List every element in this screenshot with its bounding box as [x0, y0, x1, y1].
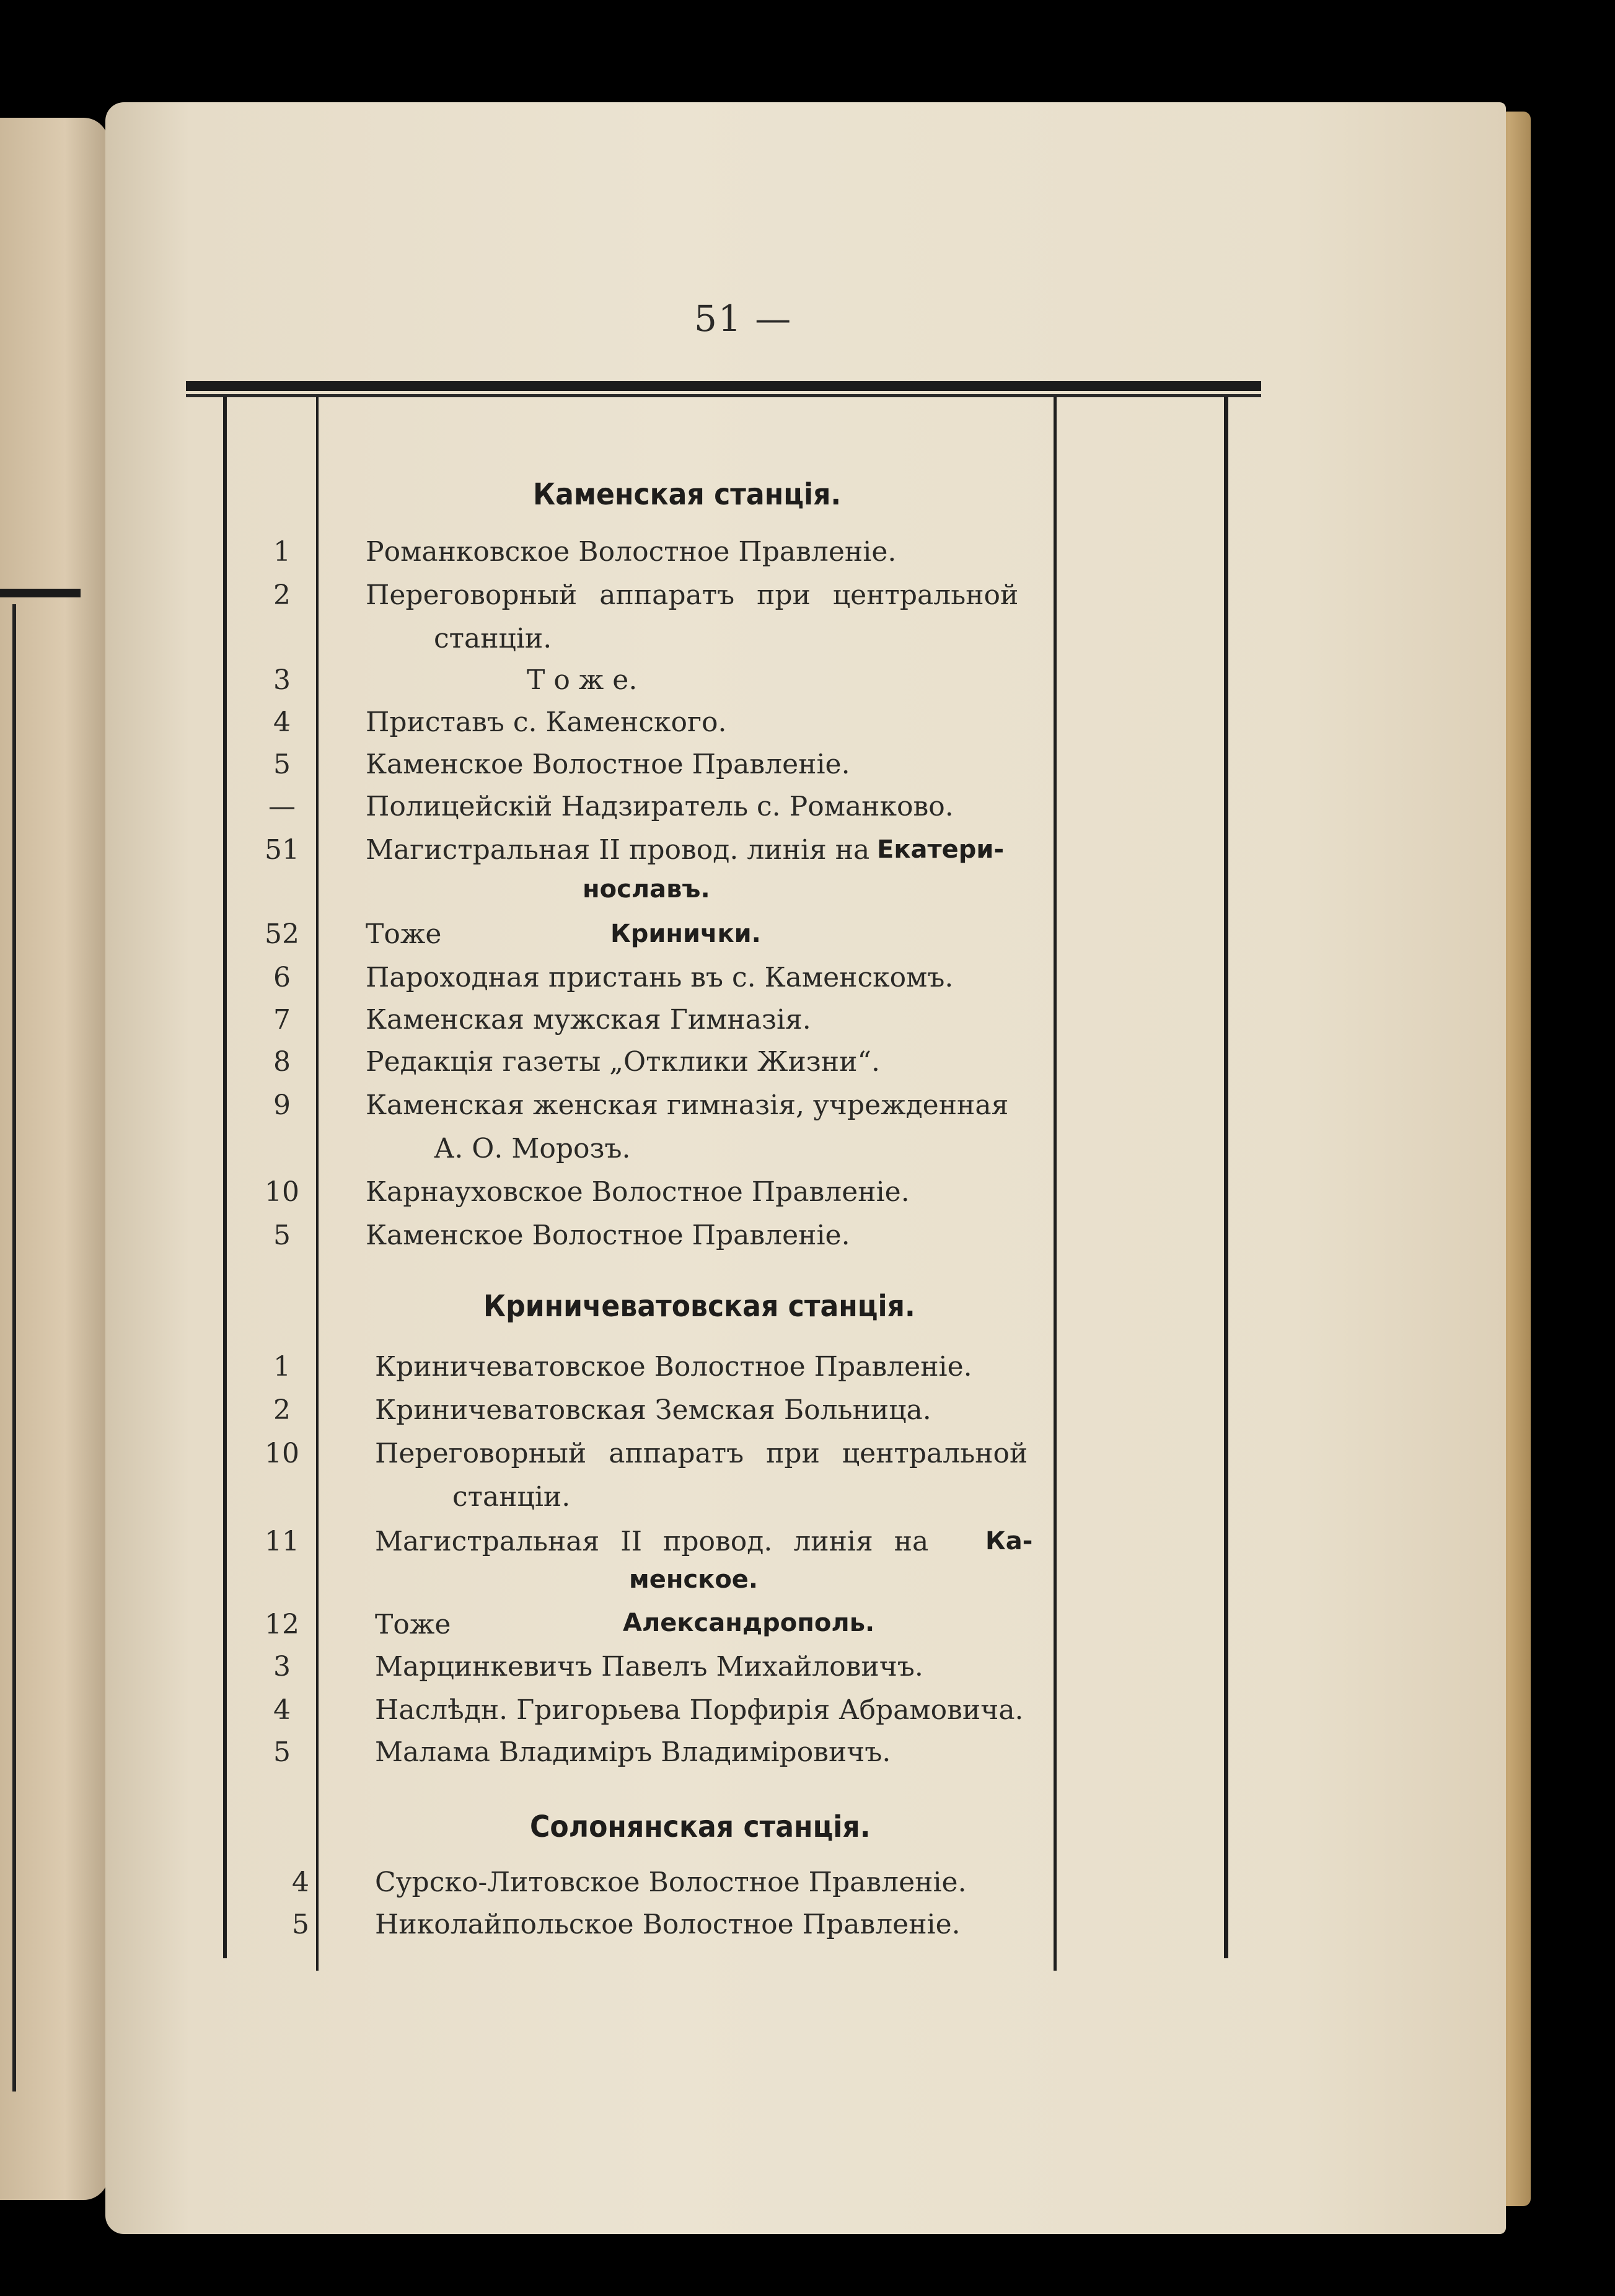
row-text: Криничеватовская Земская Больница.	[375, 1394, 931, 1426]
row-text: Т о ж е.	[527, 664, 638, 696]
section-title: Солонянская станція.	[530, 1810, 871, 1844]
row-number: 5	[273, 1736, 291, 1768]
row-number: 2	[273, 1394, 291, 1426]
row-text: Магистральная II провод. линія на	[366, 834, 870, 866]
row-text: Малама Владиміръ Владиміровичъ.	[375, 1736, 891, 1768]
row-text: Каменское Волостное Правленіе.	[366, 749, 850, 780]
row-text: Переговорный аппаратъ при центральной	[375, 1438, 1028, 1469]
row-number: 6	[273, 962, 291, 993]
row-number: 7	[273, 1004, 291, 1036]
row-number: 3	[273, 1651, 291, 1682]
row-text: Полицейскій Надзиратель с. Романково.	[366, 791, 954, 822]
row-text: Приставъ с. Каменского.	[366, 706, 727, 738]
row-text: Каменская мужская Гимназія.	[366, 1004, 811, 1036]
left-page-column-line	[12, 604, 16, 2091]
row-text: Тоже	[375, 1609, 451, 1640]
row-number: 2	[273, 579, 291, 611]
left-page	[0, 118, 108, 2200]
row-number: 10	[265, 1438, 299, 1469]
row-text: Каменское Волостное Правленіе.	[366, 1220, 850, 1251]
row-number: 5	[273, 1220, 291, 1251]
table-right-border	[1224, 397, 1228, 1958]
row-text: Карнауховское Волостное Правленіе.	[366, 1176, 910, 1208]
row-continuation: станціи.	[434, 623, 552, 654]
row-continuation: станціи.	[452, 1481, 571, 1513]
page-number: 51 —	[694, 297, 793, 340]
row-number: 10	[265, 1176, 299, 1208]
top-rule	[186, 381, 1261, 391]
row-number: 5	[273, 749, 291, 780]
row-text: Марцинкевичъ Павелъ Михайловичъ.	[375, 1651, 923, 1682]
row-number: —	[268, 791, 296, 822]
row-continuation-bold: менское.	[629, 1565, 759, 1594]
row-number: 5	[292, 1909, 309, 1940]
row-text-bold: Александрополь.	[623, 1609, 875, 1637]
row-number: 4	[273, 1694, 291, 1726]
row-text: Пароходная пристань въ с. Каменскомъ.	[366, 962, 954, 993]
row-text: Николайпольское Волостное Правленіе.	[375, 1909, 961, 1940]
row-text-bold: Ка-	[985, 1527, 1033, 1555]
text-column-divider	[1054, 397, 1057, 1971]
section-title: Криничеватовская станція.	[483, 1289, 915, 1324]
row-text: Наслѣдн. Григорьева Порфирія Абрамовича.	[375, 1694, 1024, 1726]
row-text: Редакція газеты „Отклики Жизни“.	[366, 1046, 880, 1078]
row-number: 8	[273, 1046, 291, 1078]
row-text: Каменская женская гимназія, учрежденная	[366, 1089, 1009, 1121]
row-number: 11	[265, 1526, 299, 1557]
row-text-bold: Екатери-	[877, 835, 1005, 864]
row-continuation-bold: нославъ.	[583, 875, 710, 904]
row-number: 1	[273, 536, 291, 568]
row-text: Магистральная II провод. линія на	[375, 1526, 929, 1557]
row-number: 52	[265, 918, 299, 950]
table-left-border	[223, 397, 227, 1958]
row-text: Сурско-Литовское Волостное Правленіе.	[375, 1867, 967, 1898]
left-page-rule	[0, 589, 81, 597]
row-text: Романковское Волостное Правленіе.	[366, 536, 897, 568]
row-number: 12	[265, 1609, 299, 1640]
row-number: 4	[273, 706, 291, 738]
row-continuation: А. О. Морозъ.	[434, 1133, 631, 1164]
section-title: Каменская станція.	[533, 477, 842, 512]
top-rule-thin	[186, 394, 1261, 397]
row-number: 3	[273, 664, 291, 696]
row-text-bold: Кринички.	[610, 920, 761, 948]
row-number: 4	[292, 1867, 309, 1898]
row-text: Криничеватовское Волостное Правленіе.	[375, 1351, 972, 1383]
row-number: 9	[273, 1089, 291, 1121]
row-text: Тоже	[366, 918, 442, 950]
row-number: 51	[265, 834, 299, 866]
row-number: 1	[273, 1351, 291, 1383]
row-text: Переговорный аппаратъ при центральной	[366, 579, 1019, 611]
